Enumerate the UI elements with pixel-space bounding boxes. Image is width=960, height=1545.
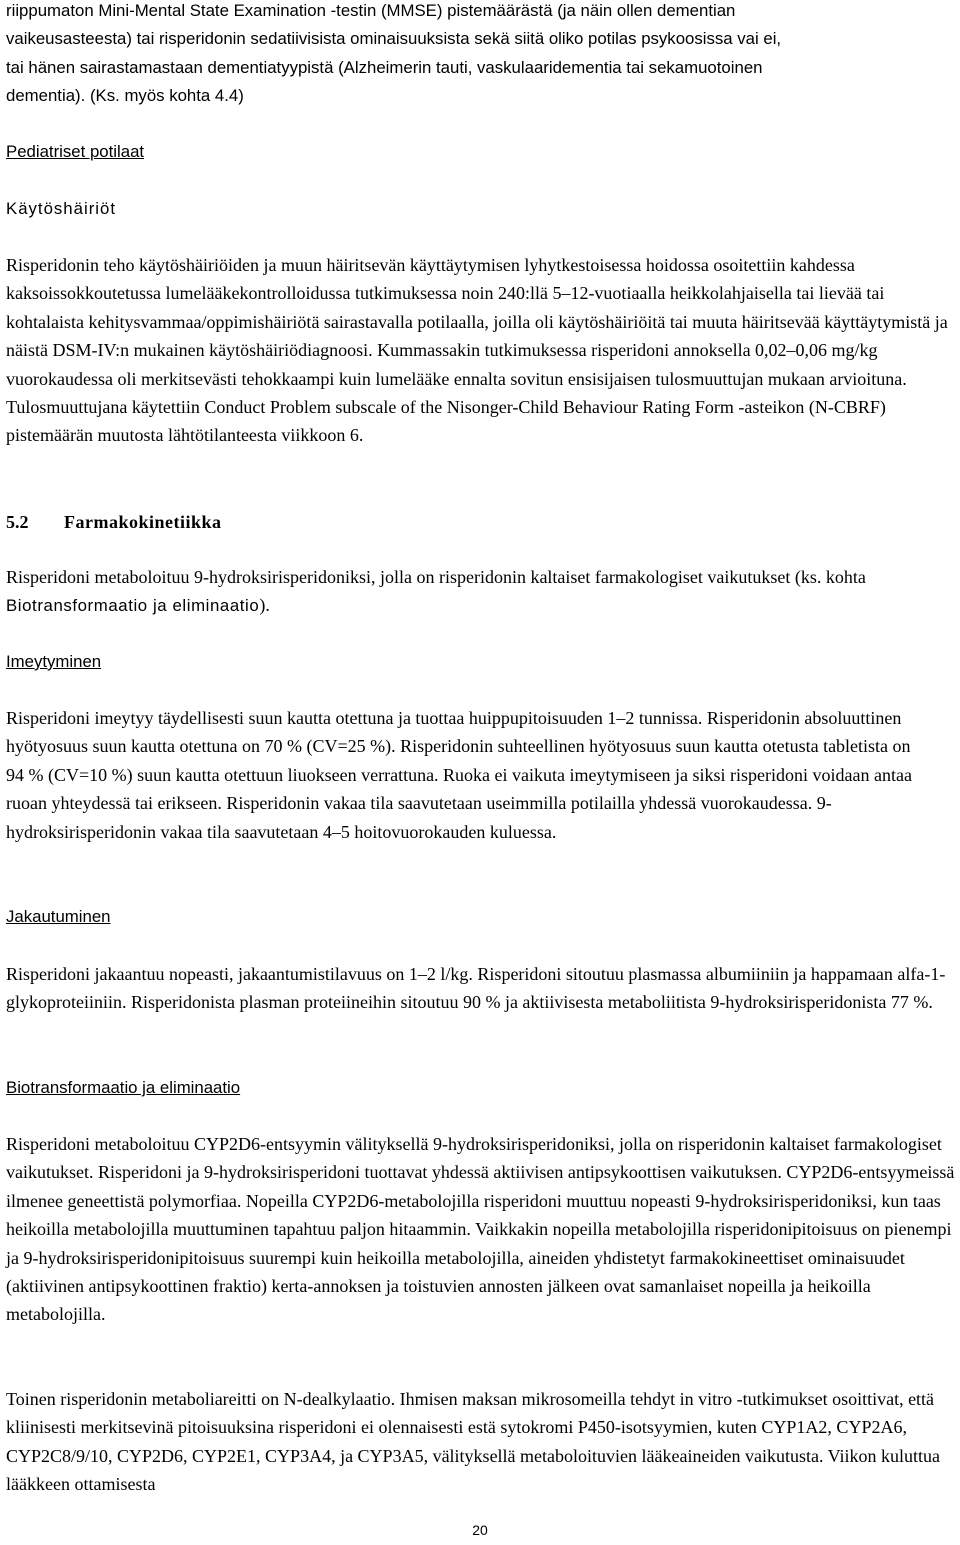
section-intro — [6, 563, 906, 621]
absorption-heading: Imeytyminen — [6, 652, 102, 671]
pediatric-heading: Pediatriset potilaat — [6, 142, 145, 161]
section-heading — [6, 508, 222, 536]
biotransformation-body-continued: Toinen risperidonin metaboliareitti on N-dealkylaatio. Ihmisen maksan mikrosomeilla tehdyt in vitro -tutkimukset osoittivat, että kliinisesti merkitsevinä pitoisuuksina risperidoni ei olennaisesti estä sytokromi P450-isotsyymien, kuten CYP1A2, CYP2A6, CYP2C8/9/10, CYP2D6, CYP2E1, CYP3A4, ja CYP3A5, välityksellä metaboloituvien lääkeaineiden vaikutusta. Viikon kuluttua lääkkeen ottamisesta — [6, 1389, 941, 1495]
absorption-body: Risperidoni imeytyy täydellisesti suun kautta otettuna ja tuottaa huippupitoisuuden 1–2 tunnissa. Risperidonin absoluuttinen hyötyosuus suun kautta otettuna on 70 % (CV=25 %). Risperidonin suhteellinen hyötyosuus suun kautta otetusta tabletista on 94 % (CV=10 %) suun kautta otettuun liuokseen verrattuna. Ruoka ei vaikuta imeytymiseen ja siksi risperidoni voidaan antaa ruoan yhteydessä tai erikseen. Risperidonin vakaa tila saavutetaan useimmilla potilailla yhdessä vuorokaudessa. 9-hydroksirisperidonin vakaa tila saavutetaan 4–5 hoitovuorokauden kuluessa. — [6, 708, 912, 842]
intro-paragraph — [6, 0, 954, 111]
section-intro-reference: Biotransformaatio ja eliminaatio — [6, 596, 260, 616]
section-title: Farmakokinetiikka — [64, 512, 222, 532]
intro-line: tai hänen sairastamastaan dementiatyypistä (Alzheimerin tauti, vaskulaaridementia tai sekamuotoinen — [6, 57, 763, 77]
intro-line: dementia). (Ks. myös kohta 4.4) — [6, 86, 244, 106]
distribution-body: Risperidoni jakaantuu nopeasti, jakaantumistilavuus on 1–2 l/kg. Risperidoni sitoutuu plasmassa albumiiniin ja happamaan alfa-1-glykoproteiiniin. Risperidonista plasman proteiineihin sitoutuu 90 % ja aktiivisesta metaboliitista 9-hydroksirisperidonista 77 %. — [6, 964, 946, 1013]
biotransformation-body: Risperidoni metaboloituu CYP2D6-entsyymin välityksellä 9-hydroksirisperidoniksi, jolla on risperidonin kaltaiset farmakologiset vaikutukset. Risperidoni ja 9-hydroksirisperidoni tuottavat yhdessä aktiivisen antipsykoottisen vaikutuksen. CYP2D6-entsyymeissä ilmenee geneettistä polymorfiaa. Nopeilla CYP2D6-metabolojilla risperidoni muuttuu nopeasti 9-hydroksirisperidoniksi, kun taas heikoilla metabolojilla muuttuminen tapahtuu paljon hitaammin. Vaikkakin nopeilla metabolojilla risperidonipitoisuus on pienempi ja 9-hydroksirisperidonipitoisuus suurempi kuin heikoilla metabolojilla, aineiden yhdistetyt farmakokineettiset ominaisuudet (aktiivinen antipsykoottinen fraktio) kerta-annoksen ja toistuvien annosten jälkeen ovat samanlaiset nopeilla ja heikoilla metabolojilla. — [6, 1134, 955, 1325]
distribution-heading: Jakautuminen — [6, 907, 111, 926]
section-intro-end: ). — [259, 595, 270, 616]
section-number: 5.2 — [6, 512, 29, 532]
section-intro-text: Risperidoni metaboloituu 9-hydroksirisperidoniksi, jolla on risperidonin kaltaiset farmakologiset vaikutukset (ks. kohta — [6, 567, 866, 587]
intro-line: riippumaton Mini-Mental State Examination -testin (MMSE) pistemäärästä (ja näin ollen dementian — [6, 1, 736, 20]
page-number: 20 — [472, 1522, 488, 1538]
pediatric-body: Risperidonin teho käytöshäiriöiden ja muun häiritsevän käyttäytymisen lyhytkestoisessa hoidossa osoitettiin kahdessa kaksoissokkoutetussa lumelääkekontrolloidussa tutkimuksessa noin 240:llä 5–12-vuotiaalla heikkolahjaisella tai lievää tai kohtalaista kehitysvammaa/oppimishäiriötä sairastavalla potilaalla, joilla oli käytöshäiriöitä tai muuta häiritsevää käyttäytymistä ja näistä DSM-IV:n mukainen käytöshäiriödiagnoosi. Kummassakin tutkimuksessa risperidoni annoksella 0,02–0,06 mg/kg vuorokaudessa oli merkitsevästi tehokkaampi kuin lumelääke ennalta sovitun ensisijaisen tulosmuuttujan mukaan arvioituna. Tulosmuuttujana käytettiin Conduct Problem subscale of the Nisonger-Child Behaviour Rating Form -asteikon (N-CBRF) pistemäärän muutosta lähtötilanteesta viikkoon 6. — [6, 255, 948, 446]
pediatric-subheading: Käytöshäiriöt — [6, 199, 117, 218]
intro-line: vaikeusasteesta) tai risperidonin sedatiivisista ominaisuuksista sekä siitä oliko potilas psykoosissa vai ei, — [6, 29, 782, 49]
biotransformation-heading: Biotransformaatio ja eliminaatio — [6, 1078, 241, 1097]
